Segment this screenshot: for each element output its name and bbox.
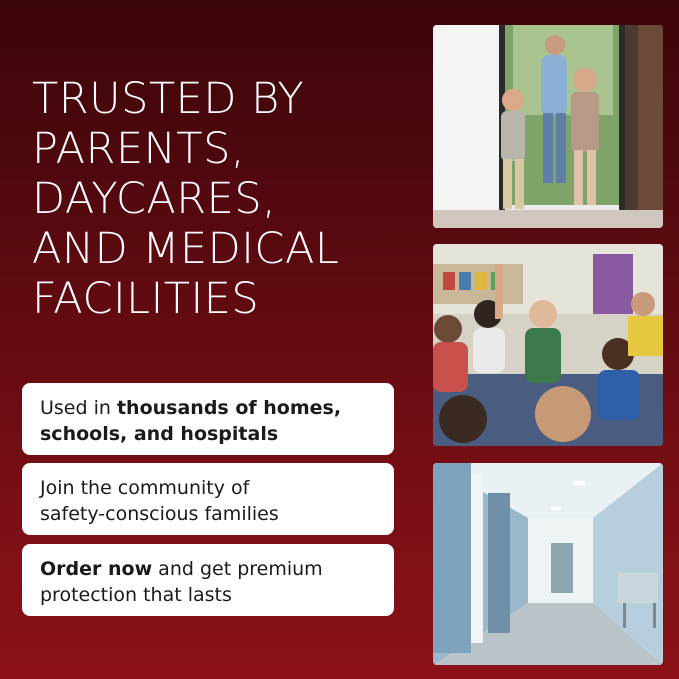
card-text: protection that lasts xyxy=(40,584,232,606)
feature-card-community xyxy=(22,463,394,535)
photo-hospital-corridor xyxy=(433,463,663,665)
headline xyxy=(32,74,412,324)
headline-line-1: TRUSTED BY xyxy=(32,74,305,124)
headline-line-5: FACILITIES xyxy=(32,274,260,324)
card-bold-text: Order now xyxy=(40,558,153,580)
photo-family-doorway xyxy=(433,25,663,228)
card-text: Join the community of xyxy=(40,477,250,499)
headline-line-4: AND MEDICAL xyxy=(32,224,340,274)
card-bold-text: schools, and hospitals xyxy=(40,423,279,445)
headline-line-3: DAYCARES, xyxy=(32,174,277,224)
card-text: and get premium xyxy=(152,558,323,580)
feature-card-usage xyxy=(22,383,394,455)
card-text: safety-conscious families xyxy=(40,503,279,525)
photo-classroom xyxy=(433,244,663,446)
card-text: Used in xyxy=(40,397,117,419)
card-bold-text: thousands of homes, xyxy=(116,397,342,419)
feature-card-order xyxy=(22,544,394,616)
headline-line-2: PARENTS, xyxy=(32,124,246,174)
